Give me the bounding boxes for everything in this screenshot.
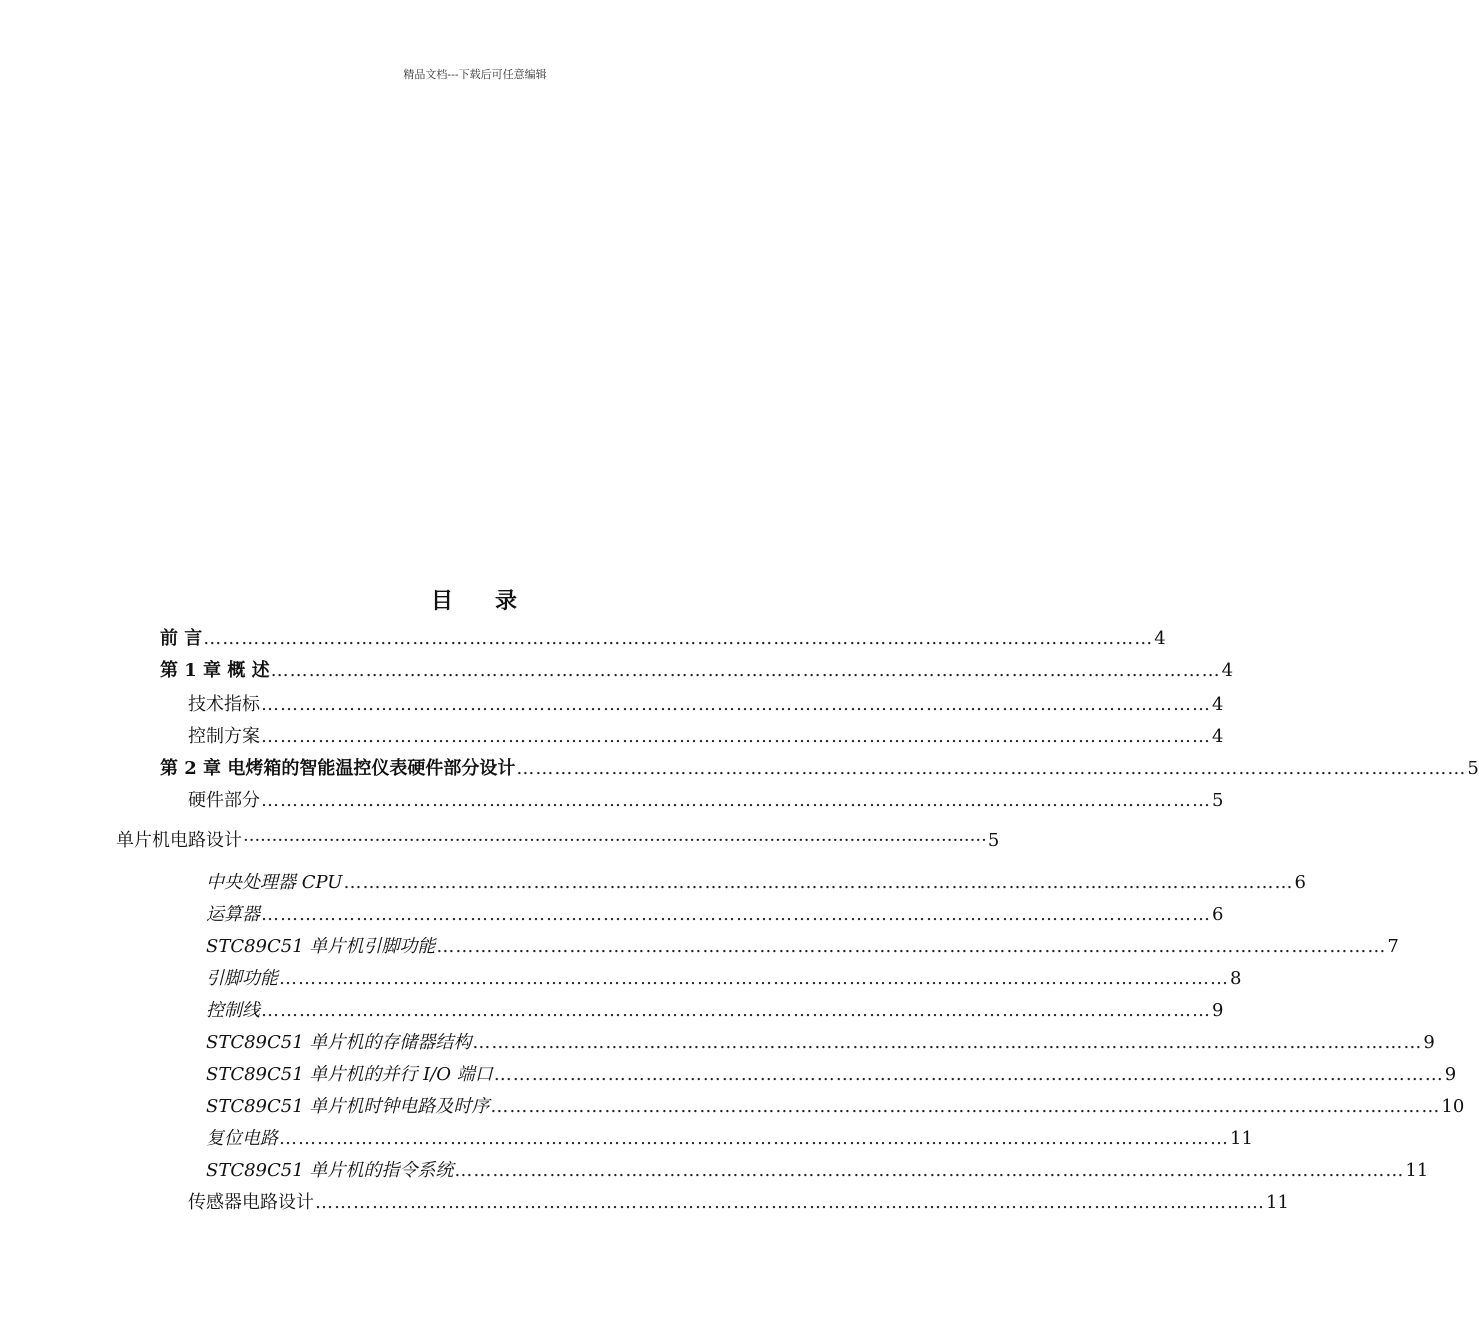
toc-entry-page: 10 bbox=[1441, 1096, 1465, 1117]
toc-leader: …………………………………………………………………………………………………………………………………… bbox=[261, 726, 1211, 747]
toc-entry-page: 9 bbox=[1212, 1000, 1224, 1021]
toc-entry-label: 硬件部分 bbox=[188, 790, 260, 811]
toc-leader: …………………………………………………………………………………………………………………………………… bbox=[261, 1000, 1211, 1021]
toc-entry[interactable] bbox=[160, 756, 1479, 782]
toc-leader: …………………………………………………………………………………………………………………………………… bbox=[261, 694, 1211, 715]
toc-entry-page: 9 bbox=[1444, 1064, 1457, 1085]
toc-entry[interactable] bbox=[116, 828, 1000, 854]
toc-leader: …………………………………………………………………………………………………………………………………… bbox=[493, 1064, 1444, 1085]
toc-entry-page: 8 bbox=[1230, 968, 1242, 989]
toc-entry-label: STC89C51 单片机时钟电路及时序 bbox=[206, 1096, 490, 1117]
toc-entry[interactable] bbox=[206, 1126, 1253, 1152]
toc-entry[interactable] bbox=[206, 934, 1399, 960]
toc-entry-page: 6 bbox=[1212, 904, 1224, 925]
toc-leader: …………………………………………………………………………………………………………………………………… bbox=[279, 968, 1229, 989]
toc-entry[interactable] bbox=[206, 870, 1306, 896]
toc-entry-label: STC89C51 单片机的指令系统 bbox=[206, 1160, 454, 1181]
toc-entry-page: 11 bbox=[1230, 1128, 1253, 1149]
toc-entry-page: 9 bbox=[1423, 1032, 1435, 1053]
toc-entry-page: 4 bbox=[1212, 694, 1224, 715]
toc-entry-label: 传感器电路设计 bbox=[188, 1192, 314, 1213]
toc-entry[interactable] bbox=[206, 1062, 1457, 1088]
toc-entry[interactable] bbox=[206, 1030, 1435, 1056]
toc-entry[interactable] bbox=[206, 1094, 1465, 1120]
toc-entry-page: 4 bbox=[1154, 628, 1166, 649]
toc-entry-page: 4 bbox=[1221, 660, 1234, 681]
toc-entry-page: 5 bbox=[1212, 790, 1224, 811]
toc-leader: …………………………………………………………………………………………………………………………………… bbox=[436, 936, 1387, 957]
toc-entry[interactable] bbox=[160, 658, 1234, 684]
toc-entry-page: 7 bbox=[1387, 936, 1399, 957]
toc-entry[interactable] bbox=[188, 788, 1224, 814]
toc-entry-label: STC89C51 单片机的存储器结构 bbox=[206, 1032, 472, 1053]
toc-leader: …………………………………………………………………………………………………………………………………… bbox=[279, 1128, 1229, 1149]
toc-leader: …………………………………………………………………………………………………………………………………… bbox=[270, 660, 1221, 681]
toc-entry-page: 11 bbox=[1405, 1160, 1429, 1181]
toc-entry[interactable] bbox=[188, 724, 1224, 750]
toc-entry-page: 5 bbox=[1467, 758, 1479, 779]
toc-entry-label: 控制线 bbox=[206, 1000, 260, 1021]
toc-leader: …………………………………………………………………………………………………………………………………… bbox=[472, 1032, 1423, 1053]
toc-entry-label: 单片机电路设计 bbox=[116, 830, 242, 851]
toc-leader: …………………………………………………………………………………………………………………………………… bbox=[261, 904, 1211, 925]
toc-entry-label: STC89C51 单片机引脚功能 bbox=[206, 936, 436, 957]
toc-title bbox=[0, 584, 950, 615]
toc-leader: ·································································································································· bbox=[243, 830, 987, 851]
toc-title-left: 目 bbox=[430, 588, 455, 614]
toc-entry-label: 控制方案 bbox=[188, 726, 260, 747]
toc-entry-label: 引脚功能 bbox=[206, 968, 278, 989]
toc-entry-label: STC89C51 单片机的并行 I/O 端口 bbox=[206, 1064, 493, 1085]
toc-entry[interactable] bbox=[206, 1158, 1429, 1184]
toc-leader: …………………………………………………………………………………………………………………………………… bbox=[315, 1192, 1265, 1213]
toc-entry-page: 5 bbox=[987, 830, 1000, 851]
toc-leader: …………………………………………………………………………………………………………………………………… bbox=[343, 872, 1294, 893]
toc-entry-label: 前 言 bbox=[160, 628, 203, 649]
toc-entry-label: 复位电路 bbox=[206, 1128, 278, 1149]
toc-leader: …………………………………………………………………………………………………………………………………… bbox=[203, 628, 1154, 649]
toc-entry-page: 6 bbox=[1294, 872, 1306, 893]
toc-entry-label: 第 2 章 电烤箱的智能温控仪表硬件部分设计 bbox=[160, 758, 516, 779]
toc-entry[interactable] bbox=[206, 966, 1242, 992]
toc-leader: …………………………………………………………………………………………………………………………………… bbox=[261, 790, 1211, 811]
toc-entry[interactable] bbox=[206, 902, 1224, 928]
toc-leader: …………………………………………………………………………………………………………………………………… bbox=[454, 1160, 1405, 1181]
toc-entry[interactable] bbox=[188, 692, 1224, 718]
toc-entry-label: 运算器 bbox=[206, 904, 260, 925]
toc-entry[interactable] bbox=[188, 1190, 1289, 1216]
page-header: 精品文档---下载后可任意编辑 bbox=[403, 68, 547, 81]
toc-entry[interactable] bbox=[206, 998, 1224, 1024]
toc-title-right: 录 bbox=[495, 588, 520, 614]
toc-entry-label: 技术指标 bbox=[188, 694, 260, 715]
toc-entry-page: 4 bbox=[1212, 726, 1224, 747]
toc-entry-label: 第 1 章 概 述 bbox=[160, 660, 270, 681]
toc-entry-page: 11 bbox=[1266, 1192, 1289, 1213]
toc-leader: …………………………………………………………………………………………………………………………………… bbox=[516, 758, 1467, 779]
toc-entry[interactable] bbox=[160, 626, 1166, 652]
toc-entry-label: 中央处理器 CPU bbox=[206, 872, 343, 893]
toc-leader: …………………………………………………………………………………………………………………………………… bbox=[490, 1096, 1441, 1117]
